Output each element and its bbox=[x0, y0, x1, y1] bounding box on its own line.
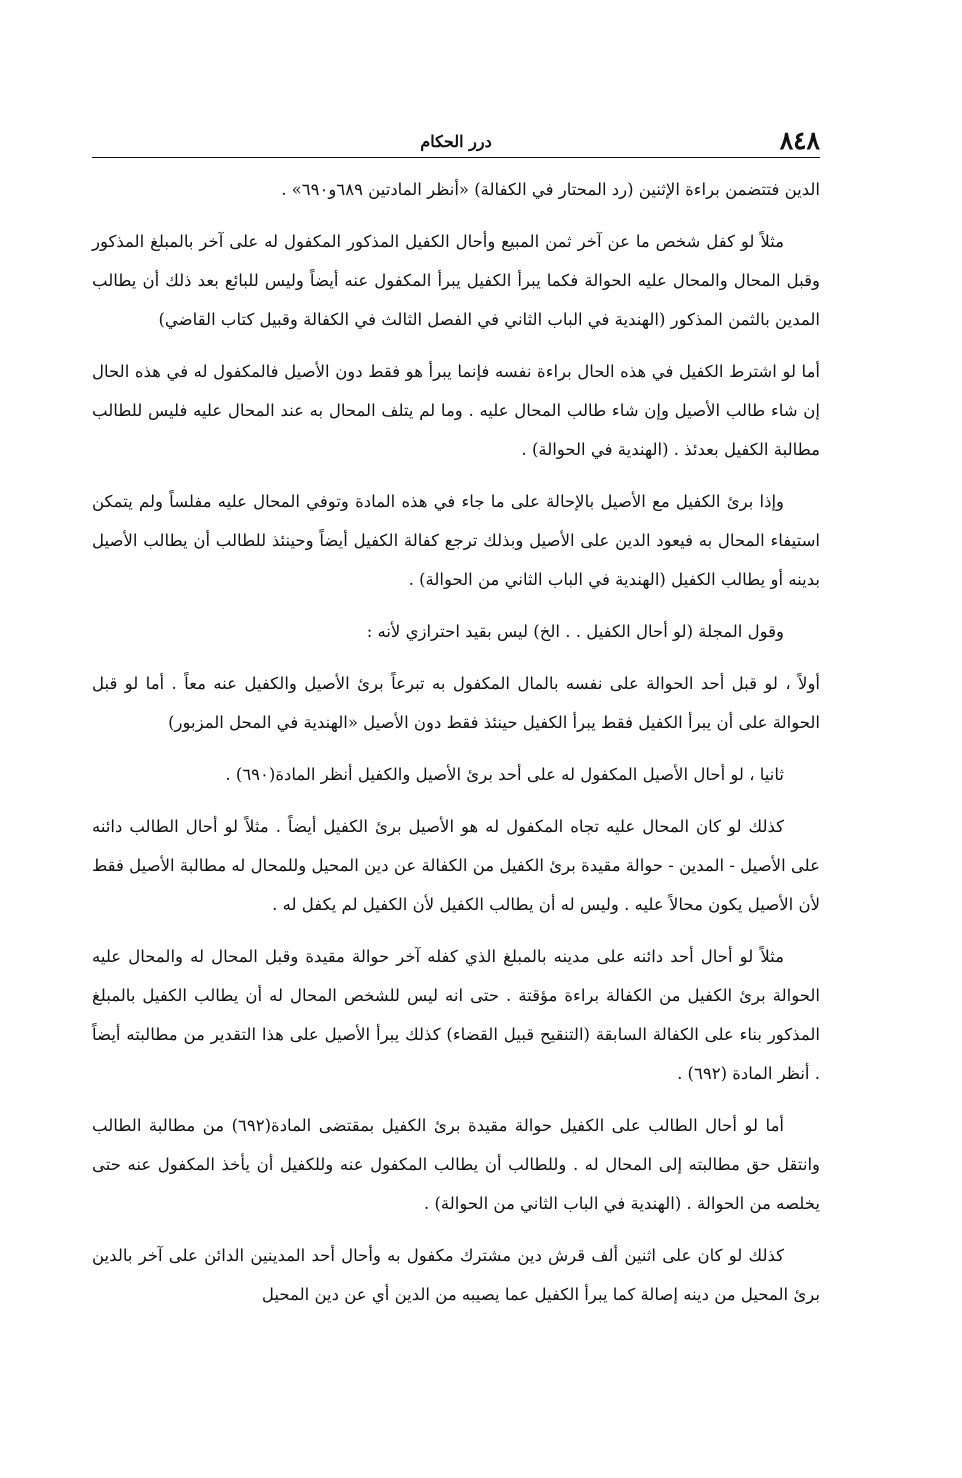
header-rule bbox=[92, 157, 820, 158]
paragraph: وإذا برئ الكفيل مع الأصيل بالإحالة على ما جاء في هذه المادة وتوفي المحال عليه مفلساً ولم يتمكن استيفاء المحال به فيعود الدين على الأصيل وبذلك ترجع كفالة الكفيل أيضاً وحينئذ للطالب أن يطالب الأصيل بدينه أو يطالب الكفيل (الهندية في الباب الثاني من الحوالة) . bbox=[92, 492, 820, 589]
paragraph: ثانيا ، لو أحال الأصيل المكفول له على أحد برئ الأصيل والكفيل أنظر المادة(٦٩٠) . bbox=[225, 765, 784, 784]
body-text bbox=[92, 170, 820, 1327]
paragraph: الدين فتتضمن براءة الإثنين (رد المحتار في الكفالة) «أنظر المادتين ٦٨٩و٦٩٠» . bbox=[281, 180, 820, 199]
running-title: درر الحكام bbox=[420, 132, 492, 151]
paragraph: أما لو أحال الطالب على الكفيل حوالة مقيدة برئ الكفيل بمقتضى المادة(٦٩٢) من مطالبة الطالب وانتقل حق مطالبته إلى المحال له . وللطالب أن يطالب المكفول عنه وللكفيل أن يأخذ المكفول عنه حتى يخلصه من الحوالة . (الهندية في الباب الثاني من الحوالة) . bbox=[92, 1116, 820, 1213]
paragraph: كذلك لو كان على اثنين ألف قرش دين مشترك مكفول به وأحال أحد المدينين الدائن على آخر بالدين برئ المحيل من دينه إصالة كما يبرأ الكفيل عما يصيبه من الدين أي عن دين المحيل bbox=[92, 1246, 820, 1304]
paragraph: وقول المجلة (لو أحال الكفيل . . الخ) ليس بقيد احترازي لأنه : bbox=[366, 622, 784, 641]
paragraph: كذلك لو كان المحال عليه تجاه المكفول له هو الأصيل برئ الكفيل أيضاً . مثلاً لو أحال الطالب دائنه على الأصيل - المدين - حوالة مقيدة برئ الكفيل من الكفالة عن دين المحيل وللمحال له مطالبة الأصيل فقط لأن الأصيل يكون محالاً عليه . وليس له أن يطالب الكفيل لأن الكفيل لم يكفل له . bbox=[92, 817, 820, 914]
paragraph: مثلاً لو أحال أحد دائنه على مدينه بالمبلغ الذي كفله آخر حوالة مقيدة وقبل المحال له والمحال عليه الحوالة برئ الكفيل من الكفالة براءة مؤقتة . حتى انه ليس للشخص المحال له أن يطالب الكفيل بالمبلغ المذكور بناء على الكفالة السابقة (التنقيح قبيل القضاء) كذلك يبرأ الأصيل على هذا التقدير من مطالبته أيضاً . أنظر المادة (٦٩٢) . bbox=[92, 947, 820, 1083]
paragraph: أولاً ، لو قبل أحد الحوالة على نفسه بالمال المكفول به تبرعاً برئ الأصيل والكفيل عنه معاً . أما لو قبل الحوالة على أن يبرأ الكفيل فقط يبرأ الكفيل حينئذ فقط دون الأصيل «الهندية في المحل المزبور) bbox=[92, 674, 820, 732]
page-number: ٨٤٨ bbox=[779, 126, 820, 155]
paragraph: أما لو اشترط الكفيل في هذه الحال براءة نفسه فإنما يبرأ هو فقط دون الأصيل فالمكفول له في هذه الحال إن شاء طالب الأصيل وإن شاء طالب المحال عليه . وما لم يتلف المحال به عند المحال عليه فليس للطالب مطالبة الكفيل بعدئذ . (الهندية في الحوالة) . bbox=[92, 362, 820, 459]
paragraph: مثلاً لو كفل شخص ما عن آخر ثمن المبيع وأحال الكفيل المذكور المكفول له على آخر بالمبلغ المذكور وقبل المحال والمحال عليه الحوالة فكما يبرأ الكفيل يبرأ المكفول عنه أيضاً وليس للبائع بعد ذلك أن يطالب المدين بالثمن المذكور (الهندية في الباب الثاني في الفصل الثالث في الكفالة وقبيل كتاب القاضي) bbox=[92, 232, 820, 329]
page-header bbox=[92, 126, 820, 156]
